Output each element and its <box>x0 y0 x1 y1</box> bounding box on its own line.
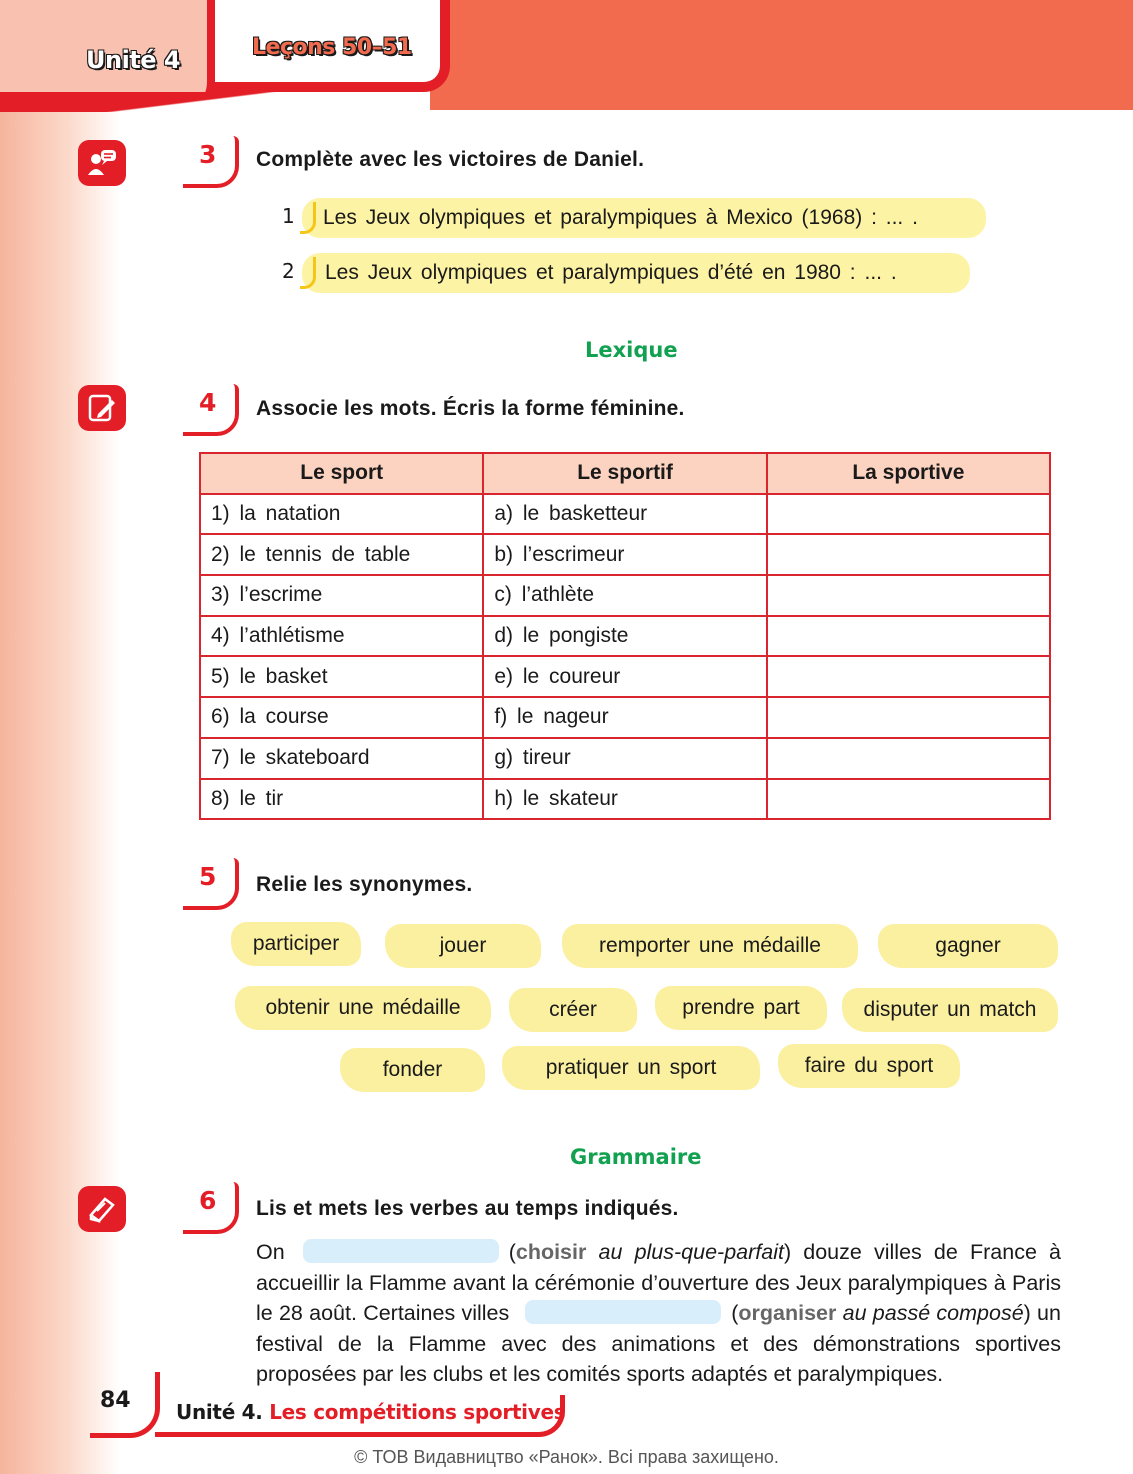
exercise-6-number: 6 <box>183 1182 239 1234</box>
verb-organiser: organiser <box>738 1301 837 1325</box>
sportif-cell: f) le nageur <box>483 697 766 738</box>
word-chip-remporter-medaille[interactable]: remporter une médaille <box>562 924 858 968</box>
lessons-label: Leçons 50–51 <box>252 35 412 60</box>
sportif-cell: a) le basketteur <box>483 494 766 535</box>
exercise-3-number: 3 <box>183 136 239 188</box>
footer-title <box>176 1400 565 1424</box>
answer-blank-2[interactable] <box>525 1300 721 1324</box>
sportive-cell[interactable] <box>767 738 1050 779</box>
sport-cell: 8) le tir <box>200 779 483 820</box>
text-part-1: ) douze villes de France à accueillir la Flamme avant la cérémonie d’ouverture des Jeux paralympiques à Paris le 28 août. Certaines villes <box>256 1240 1061 1325</box>
sport-cell: 3) l’escrime <box>200 575 483 616</box>
sportive-cell[interactable] <box>767 697 1050 738</box>
table-row <box>200 738 1050 779</box>
verb-choisir: choisir <box>515 1240 587 1264</box>
lexique-heading: Lexique <box>585 338 678 362</box>
book-icon <box>78 1186 126 1232</box>
sportive-cell[interactable] <box>767 779 1050 820</box>
text-part-2: ) un festival de la Flamme avec des animations et des démonstrations sportives proposées par les clubs et les comités sports adaptés et paralympiques. <box>256 1301 1061 1386</box>
exercise-5-instruction: Relie les synonymes. <box>256 873 473 896</box>
sportive-cell[interactable] <box>767 494 1050 535</box>
word-chip-disputer-match[interactable]: disputer un match <box>842 988 1058 1032</box>
table-row <box>200 697 1050 738</box>
sport-cell: 1) la natation <box>200 494 483 535</box>
table-row <box>200 575 1050 616</box>
sportive-cell[interactable] <box>767 534 1050 575</box>
sportif-cell: b) l’escrimeur <box>483 534 766 575</box>
exercise-4-number: 4 <box>183 384 239 436</box>
left-margin-gradient <box>0 0 120 1474</box>
header-band <box>430 0 1133 110</box>
item-1-number: 1 <box>282 204 295 228</box>
tense-1: au plus-que-parfait <box>598 1240 784 1264</box>
header-sport: Le sport <box>200 453 483 494</box>
text-on: On <box>256 1240 285 1264</box>
word-chip-participer[interactable]: participer <box>231 922 361 966</box>
sport-cell: 2) le tennis de table <box>200 534 483 575</box>
answer-blank-1[interactable] <box>303 1239 499 1263</box>
writing-icon <box>78 385 126 431</box>
sportive-cell[interactable] <box>767 616 1050 657</box>
unit-label: Unité 4 <box>86 46 181 74</box>
sportive-cell[interactable] <box>767 575 1050 616</box>
sport-cell: 4) l’athlétisme <box>200 616 483 657</box>
exercise-6-instruction: Lis et mets les verbes au temps indiqués. <box>256 1197 679 1220</box>
exercise-4-instruction: Associe les mots. Écris la forme féminine. <box>256 397 685 420</box>
word-chip-jouer[interactable]: jouer <box>385 924 541 968</box>
sport-cell: 7) le skateboard <box>200 738 483 779</box>
header-sportif: Le sportif <box>483 453 766 494</box>
word-chip-gagner[interactable]: gagner <box>878 924 1058 968</box>
table-header-row <box>200 453 1050 494</box>
table-row <box>200 494 1050 535</box>
sport-cell: 5) le basket <box>200 656 483 697</box>
footer-unit-title: Les compétitions sportives <box>269 1400 566 1424</box>
page-number: 84 <box>100 1388 131 1413</box>
word-chip-creer[interactable]: créer <box>509 988 637 1032</box>
sportif-cell: c) l’athlète <box>483 575 766 616</box>
speaking-icon <box>78 140 126 186</box>
header-underline <box>0 92 430 112</box>
copyright: © ТОВ Видавництво «Ранок». Всі права захищено. <box>354 1447 779 1467</box>
item-2-text: Les Jeux olympiques et paralympiques d’été en 1980 : ... . <box>325 261 897 284</box>
table-row <box>200 534 1050 575</box>
word-chip-prendre-part[interactable]: prendre part <box>655 986 827 1030</box>
sportive-cell[interactable] <box>767 656 1050 697</box>
tense-2: au passé composé <box>842 1301 1024 1325</box>
word-chip-faire-sport[interactable]: faire du sport <box>778 1044 960 1088</box>
footer-unit: Unité 4. <box>176 1400 263 1424</box>
word-chip-obtenir-medaille[interactable]: obtenir une médaille <box>235 986 491 1030</box>
header-sportive: La sportive <box>767 453 1050 494</box>
table-row <box>200 616 1050 657</box>
sportif-cell: e) le coureur <box>483 656 766 697</box>
word-chip-fonder[interactable]: fonder <box>340 1048 485 1092</box>
grammaire-heading: Grammaire <box>570 1145 702 1169</box>
table-row <box>200 779 1050 820</box>
sportif-cell: h) le skateur <box>483 779 766 820</box>
sportif-cell: g) tireur <box>483 738 766 779</box>
exercise-5-number: 5 <box>183 858 239 910</box>
table-row <box>200 656 1050 697</box>
sport-cell: 6) la course <box>200 697 483 738</box>
sports-table <box>199 452 1051 820</box>
exercise-3-instruction: Complète avec les victoires de Daniel. <box>256 148 645 171</box>
sportif-cell: d) le pongiste <box>483 616 766 657</box>
item-2-number: 2 <box>282 259 295 283</box>
exercise-6-text: On (choisir au plus-que-parfait) douze villes de France à accueillir la Flamme avant la cérémonie d’ouverture des Jeux paralympiques à Paris le 28 août. Certaines villes (organiser au passé composé) un festival de la Flamme avec des animations et des démonstrations sportives proposées par les clubs et les comités sports adaptés et paralympiques. <box>256 1240 1061 1386</box>
word-chip-pratiquer-sport[interactable]: pratiquer un sport <box>502 1046 760 1090</box>
item-1-text: Les Jeux olympiques et paralympiques à Mexico (1968) : ... . <box>323 206 918 229</box>
